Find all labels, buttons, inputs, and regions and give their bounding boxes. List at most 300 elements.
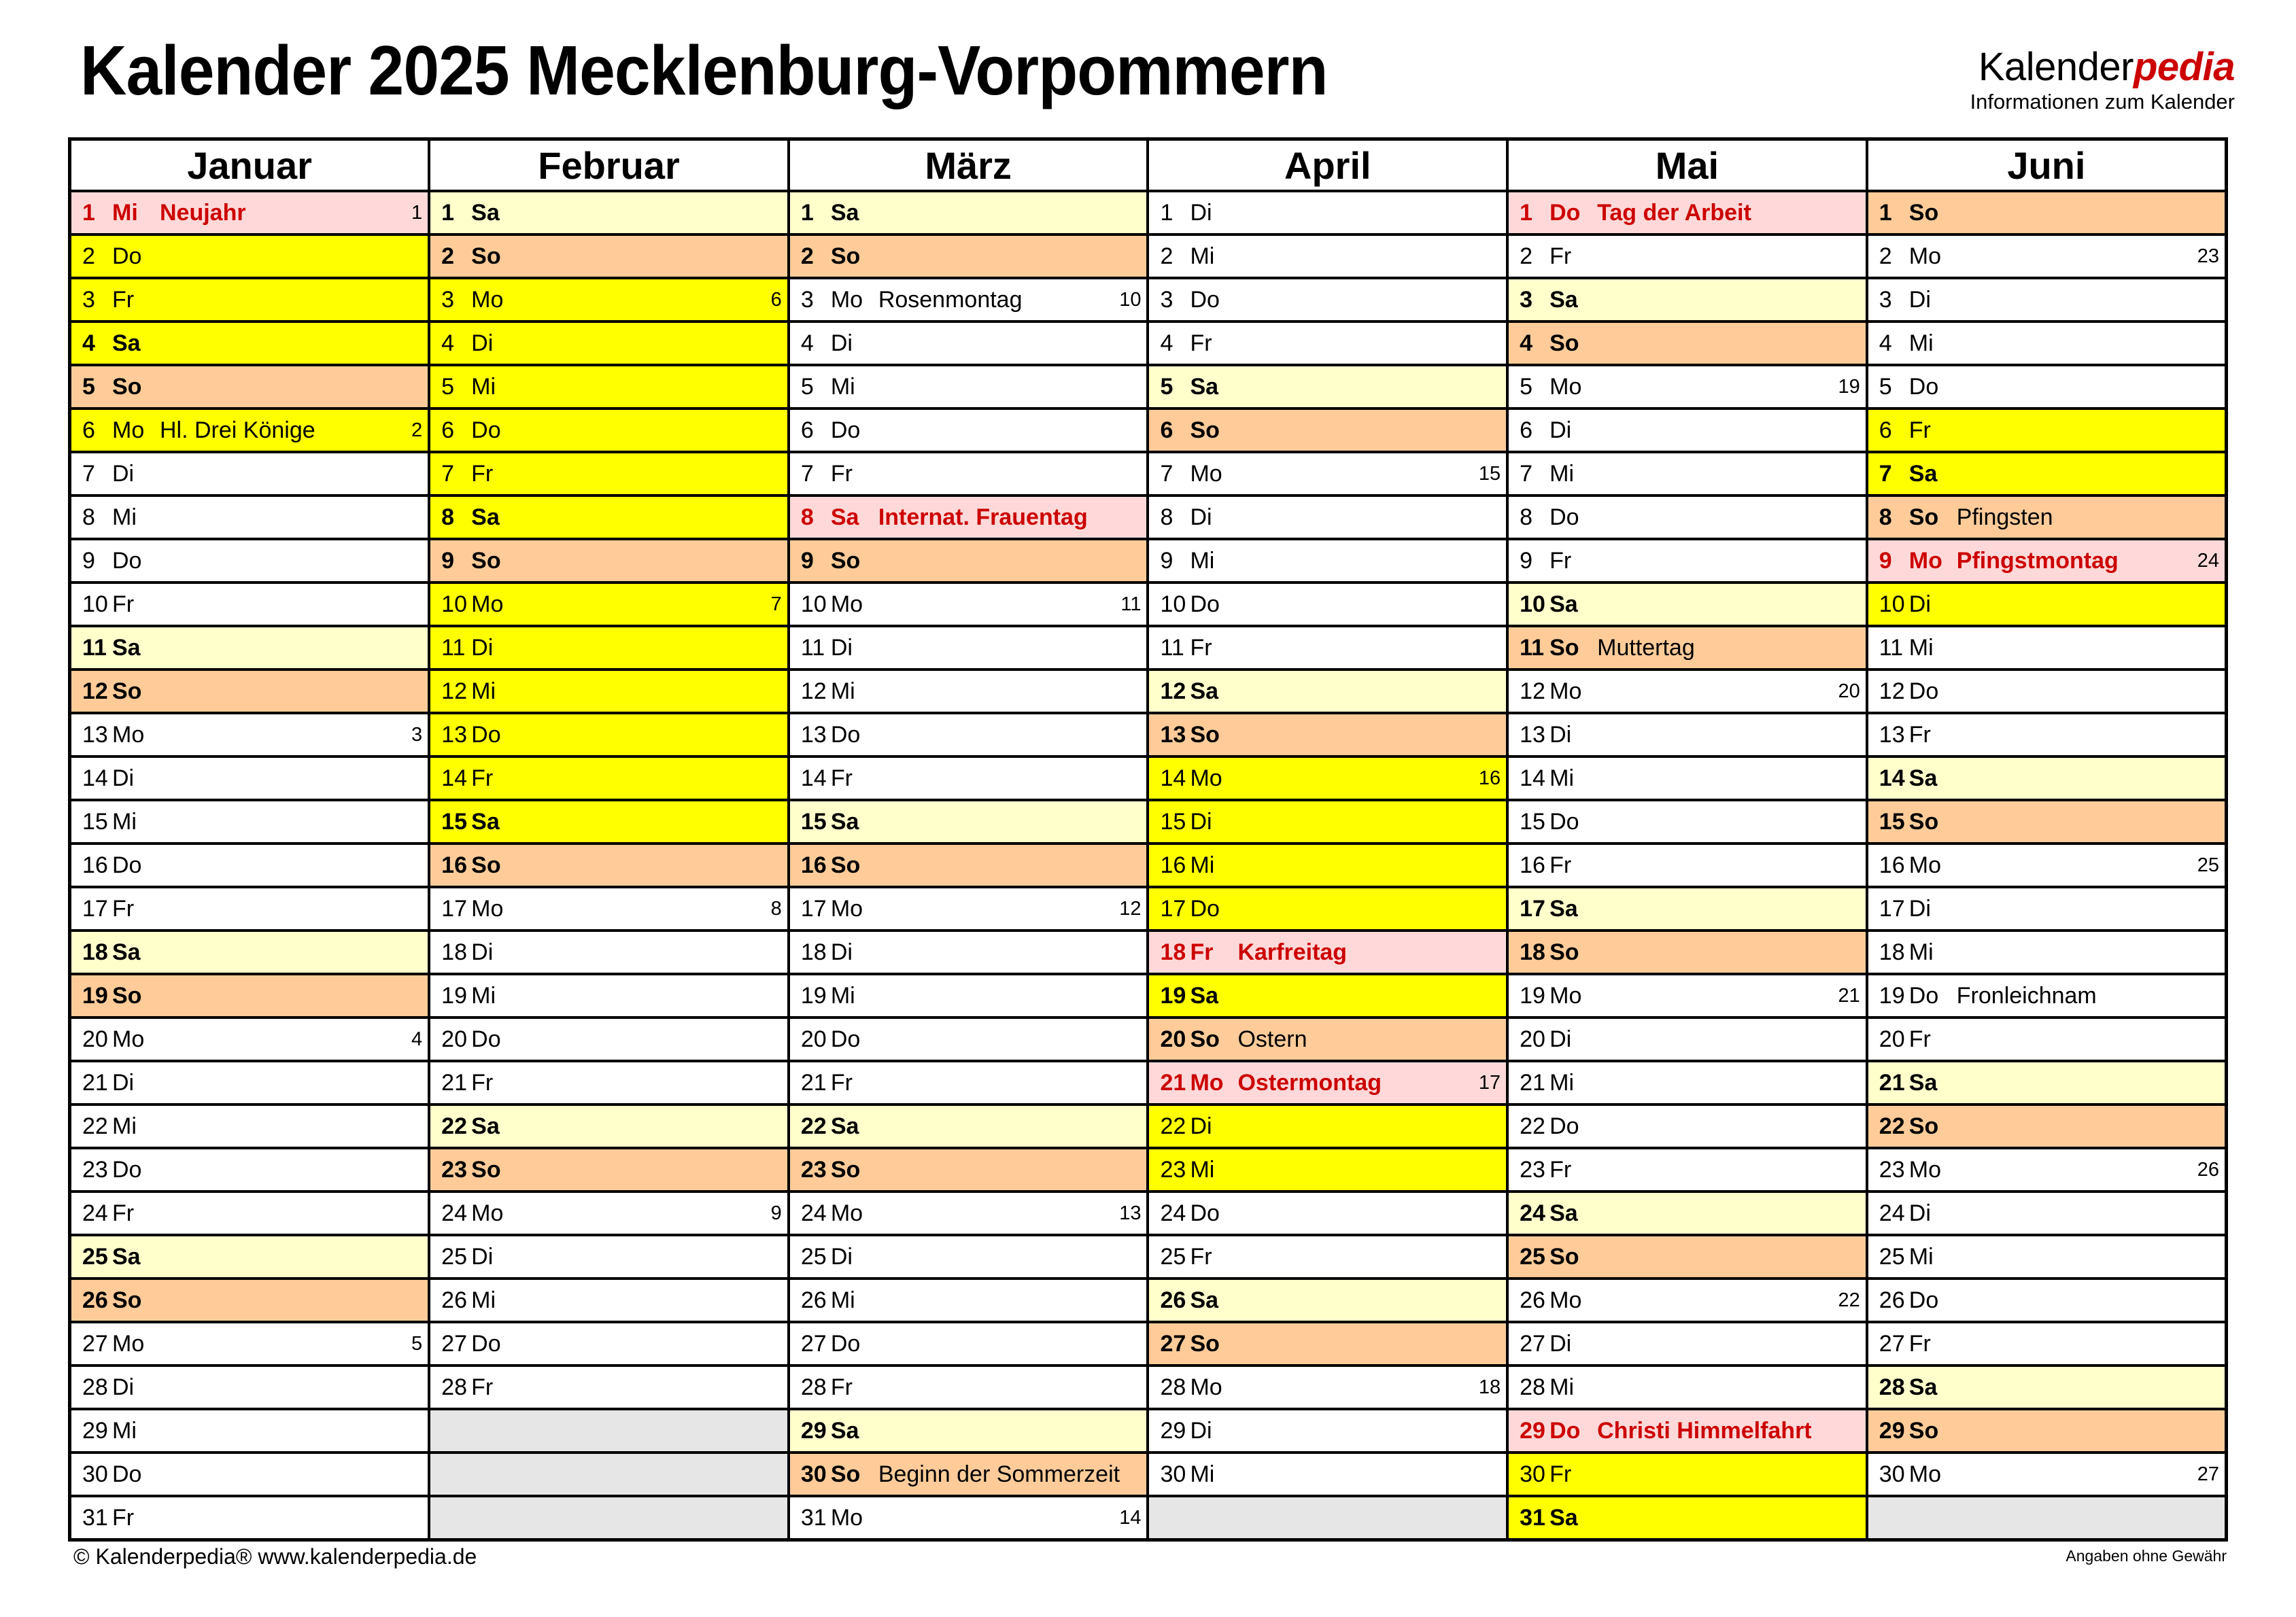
day-cell[interactable] bbox=[1148, 191, 1507, 234]
day-cell[interactable] bbox=[789, 191, 1148, 234]
day-cell[interactable] bbox=[429, 931, 789, 974]
day-cell[interactable] bbox=[789, 408, 1148, 452]
empty-day-cell bbox=[429, 1496, 789, 1540]
day-cell-content bbox=[1879, 758, 2219, 799]
day-cell[interactable] bbox=[1148, 234, 1507, 278]
day-cell[interactable] bbox=[1148, 1366, 1507, 1409]
day-cell[interactable] bbox=[1507, 1366, 1867, 1409]
day-cell[interactable] bbox=[1867, 583, 2227, 626]
day-cell[interactable] bbox=[429, 757, 789, 800]
weekday-abbrev: Mo bbox=[112, 1330, 145, 1357]
weekday-abbrev: Mo bbox=[1549, 678, 1582, 704]
day-cell-content bbox=[801, 584, 1142, 625]
day-cell-content bbox=[801, 801, 1142, 842]
weekday-abbrev: Di bbox=[1190, 1417, 1212, 1444]
day-cell[interactable] bbox=[70, 1453, 430, 1496]
day-cell[interactable] bbox=[1148, 670, 1507, 713]
weekday-abbrev: Mi bbox=[471, 1287, 496, 1313]
day-cell[interactable] bbox=[789, 234, 1148, 278]
day-number: 20 bbox=[441, 1026, 467, 1052]
day-cell[interactable] bbox=[1867, 234, 2227, 278]
day-cell[interactable] bbox=[1148, 321, 1507, 365]
day-cell[interactable] bbox=[1867, 800, 2227, 844]
day-cell-content bbox=[441, 497, 782, 538]
day-cell[interactable] bbox=[1507, 1105, 1867, 1148]
day-cell[interactable] bbox=[1867, 887, 2227, 931]
day-number: 24 bbox=[82, 1200, 108, 1226]
weekday-abbrev: Sa bbox=[1190, 1287, 1219, 1313]
weekday-abbrev: Mi bbox=[1908, 939, 1934, 965]
day-cell[interactable] bbox=[789, 365, 1148, 408]
day-cell[interactable] bbox=[70, 800, 430, 844]
day-cell[interactable] bbox=[429, 974, 789, 1018]
day-cell[interactable] bbox=[1867, 626, 2227, 670]
day-cell[interactable] bbox=[1867, 191, 2227, 234]
day-cell[interactable] bbox=[1148, 1192, 1507, 1235]
weekday-abbrev: Sa bbox=[112, 939, 141, 965]
weekday-abbrev: Fr bbox=[830, 460, 853, 487]
day-cell[interactable] bbox=[1867, 1105, 2227, 1148]
day-cell-content bbox=[1160, 714, 1501, 755]
day-cell[interactable] bbox=[1507, 713, 1867, 757]
day-cell[interactable] bbox=[1507, 1453, 1867, 1496]
day-cell-content bbox=[1520, 1019, 1860, 1060]
day-cell[interactable] bbox=[789, 583, 1148, 626]
day-cell[interactable] bbox=[70, 1496, 430, 1540]
day-cell[interactable] bbox=[1867, 1453, 2227, 1496]
day-cell[interactable] bbox=[789, 1235, 1148, 1279]
day-number: 4 bbox=[800, 330, 814, 356]
day-cell[interactable] bbox=[70, 670, 430, 713]
day-cell[interactable] bbox=[429, 452, 789, 495]
day-cell-content bbox=[1160, 1280, 1501, 1321]
day-number: 31 bbox=[800, 1504, 827, 1531]
weekday-abbrev: Di bbox=[471, 939, 494, 965]
day-number: 14 bbox=[1879, 765, 1905, 791]
day-cell-content bbox=[1160, 932, 1501, 973]
day-cell[interactable] bbox=[1507, 931, 1867, 974]
day-cell[interactable] bbox=[429, 365, 789, 408]
day-number: 31 bbox=[1520, 1504, 1545, 1531]
day-cell[interactable] bbox=[1507, 191, 1867, 234]
day-number: 24 bbox=[1160, 1200, 1186, 1226]
day-cell[interactable] bbox=[1507, 1018, 1867, 1061]
day-cell[interactable] bbox=[1148, 713, 1507, 757]
day-cell-content bbox=[801, 1106, 1142, 1147]
day-cell[interactable] bbox=[70, 1409, 430, 1453]
day-number: 21 bbox=[1160, 1069, 1186, 1096]
day-cell[interactable] bbox=[70, 452, 430, 495]
day-cell-content bbox=[1879, 1193, 2219, 1234]
day-cell[interactable] bbox=[429, 278, 789, 321]
day-cell[interactable] bbox=[789, 452, 1148, 495]
day-cell[interactable] bbox=[1148, 539, 1507, 583]
day-cell-content bbox=[1879, 410, 2219, 451]
day-cell[interactable] bbox=[1867, 278, 2227, 321]
day-cell[interactable] bbox=[1867, 408, 2227, 452]
day-cell[interactable] bbox=[70, 1105, 430, 1148]
day-cell-content bbox=[801, 932, 1142, 973]
weekday-abbrev: Di bbox=[471, 634, 494, 661]
day-cell[interactable] bbox=[1507, 974, 1867, 1018]
weekday-abbrev: Sa bbox=[1190, 982, 1219, 1009]
day-cell[interactable] bbox=[1867, 1279, 2227, 1322]
day-cell-content bbox=[441, 323, 782, 364]
day-cell[interactable] bbox=[789, 1366, 1148, 1409]
calendar-row bbox=[70, 1235, 2227, 1279]
day-cell[interactable] bbox=[789, 1018, 1148, 1061]
day-cell[interactable] bbox=[1148, 931, 1507, 974]
day-cell[interactable] bbox=[1507, 495, 1867, 539]
weekday-abbrev: Mo bbox=[830, 1504, 863, 1531]
day-cell-content bbox=[801, 192, 1142, 233]
day-cell[interactable] bbox=[1867, 844, 2227, 887]
day-cell-content bbox=[1879, 975, 2219, 1016]
weekday-abbrev: Di bbox=[1190, 808, 1212, 835]
day-number: 13 bbox=[82, 721, 108, 748]
day-cell-content bbox=[1520, 1106, 1860, 1147]
weekday-abbrev: Mi bbox=[1190, 852, 1215, 878]
day-cell[interactable] bbox=[789, 1061, 1148, 1105]
day-number: 14 bbox=[82, 765, 108, 791]
day-number: 7 bbox=[1879, 460, 1892, 487]
day-cell-content bbox=[441, 1367, 782, 1408]
day-cell[interactable] bbox=[1507, 278, 1867, 321]
day-cell[interactable] bbox=[789, 1105, 1148, 1148]
day-cell[interactable] bbox=[1507, 365, 1867, 408]
weekday-abbrev: Sa bbox=[830, 1113, 859, 1139]
day-cell-content bbox=[801, 714, 1142, 755]
day-cell[interactable] bbox=[70, 1018, 430, 1061]
week-number: 7 bbox=[770, 593, 782, 615]
day-cell[interactable] bbox=[70, 321, 430, 365]
day-cell-content bbox=[1879, 1280, 2219, 1321]
day-cell[interactable] bbox=[1148, 1235, 1507, 1279]
day-cell[interactable] bbox=[70, 1148, 430, 1192]
day-cell[interactable] bbox=[1867, 539, 2227, 583]
day-cell[interactable] bbox=[1867, 974, 2227, 1018]
day-cell[interactable] bbox=[70, 844, 430, 887]
day-number: 25 bbox=[441, 1243, 467, 1270]
weekday-abbrev: Mi bbox=[471, 373, 496, 400]
calendar-row bbox=[70, 408, 2227, 452]
day-cell[interactable] bbox=[1507, 1235, 1867, 1279]
day-cell[interactable] bbox=[70, 887, 430, 931]
day-cell[interactable] bbox=[429, 1105, 789, 1148]
day-cell-content bbox=[441, 1062, 782, 1103]
day-cell[interactable] bbox=[1507, 452, 1867, 495]
day-cell[interactable] bbox=[1867, 1322, 2227, 1366]
day-cell[interactable] bbox=[429, 583, 789, 626]
day-cell[interactable] bbox=[1148, 1322, 1507, 1366]
weekday-abbrev: Sa bbox=[1190, 373, 1219, 400]
day-number: 29 bbox=[1879, 1417, 1905, 1444]
kalenderpedia-logo[interactable] bbox=[1970, 45, 2235, 114]
day-cell[interactable] bbox=[429, 321, 789, 365]
day-number: 26 bbox=[1520, 1287, 1545, 1313]
day-cell[interactable] bbox=[1148, 495, 1507, 539]
day-cell[interactable] bbox=[1867, 365, 2227, 408]
day-number: 24 bbox=[1879, 1200, 1905, 1226]
day-number: 16 bbox=[1520, 852, 1545, 878]
day-cell[interactable] bbox=[1867, 321, 2227, 365]
calendar-row bbox=[70, 495, 2227, 539]
day-cell[interactable] bbox=[70, 1322, 430, 1366]
day-cell[interactable] bbox=[1507, 408, 1867, 452]
day-cell[interactable] bbox=[1148, 800, 1507, 844]
day-cell[interactable] bbox=[1507, 1148, 1867, 1192]
day-cell[interactable] bbox=[1507, 583, 1867, 626]
day-number: 26 bbox=[441, 1287, 467, 1313]
day-number: 8 bbox=[82, 504, 95, 530]
weekday-abbrev: Mo bbox=[1908, 1461, 1942, 1487]
day-cell-content bbox=[1879, 671, 2219, 712]
day-cell-content bbox=[1520, 801, 1860, 842]
day-cell[interactable] bbox=[1507, 1192, 1867, 1235]
day-cell[interactable] bbox=[429, 539, 789, 583]
day-cell[interactable] bbox=[429, 1279, 789, 1322]
day-cell[interactable] bbox=[1867, 1366, 2227, 1409]
day-cell[interactable] bbox=[70, 757, 430, 800]
day-cell[interactable] bbox=[789, 539, 1148, 583]
weekday-abbrev: Mo bbox=[1549, 373, 1582, 400]
weekday-abbrev: Mo bbox=[1190, 460, 1222, 487]
calendar-grid bbox=[68, 137, 2228, 1542]
day-cell[interactable] bbox=[429, 1322, 789, 1366]
day-cell[interactable] bbox=[429, 191, 789, 234]
day-cell[interactable] bbox=[1507, 887, 1867, 931]
day-cell[interactable] bbox=[70, 1061, 430, 1105]
day-cell[interactable] bbox=[70, 1279, 430, 1322]
day-cell[interactable] bbox=[789, 974, 1148, 1018]
day-number: 17 bbox=[441, 895, 467, 922]
day-number: 15 bbox=[82, 808, 108, 835]
day-number: 15 bbox=[1879, 808, 1905, 835]
day-cell[interactable] bbox=[789, 670, 1148, 713]
day-number: 27 bbox=[82, 1330, 108, 1357]
day-cell[interactable] bbox=[70, 495, 430, 539]
day-cell[interactable] bbox=[1507, 234, 1867, 278]
day-cell[interactable] bbox=[789, 1148, 1148, 1192]
day-cell[interactable] bbox=[1867, 670, 2227, 713]
calendar-row bbox=[70, 1192, 2227, 1235]
day-cell[interactable] bbox=[1148, 974, 1507, 1018]
day-cell[interactable] bbox=[789, 626, 1148, 670]
weekday-abbrev: Mi bbox=[1190, 243, 1215, 269]
day-cell[interactable] bbox=[429, 670, 789, 713]
day-cell-content bbox=[441, 366, 782, 407]
day-cell[interactable] bbox=[429, 1061, 789, 1105]
day-cell-content bbox=[82, 758, 422, 799]
day-cell[interactable] bbox=[789, 1192, 1148, 1235]
day-cell[interactable] bbox=[1148, 1148, 1507, 1192]
day-cell[interactable] bbox=[1867, 713, 2227, 757]
day-cell[interactable] bbox=[1148, 1105, 1507, 1148]
day-cell[interactable] bbox=[789, 713, 1148, 757]
day-cell[interactable] bbox=[429, 1192, 789, 1235]
day-cell[interactable] bbox=[789, 1322, 1148, 1366]
weekday-abbrev: So bbox=[471, 243, 501, 269]
weekday-abbrev: Fr bbox=[1549, 1156, 1572, 1183]
day-cell[interactable] bbox=[1507, 1061, 1867, 1105]
day-cell[interactable] bbox=[70, 583, 430, 626]
day-cell[interactable] bbox=[1867, 931, 2227, 974]
day-cell[interactable] bbox=[1148, 278, 1507, 321]
day-cell[interactable] bbox=[1148, 757, 1507, 800]
day-cell[interactable] bbox=[429, 800, 789, 844]
day-cell[interactable] bbox=[789, 844, 1148, 887]
day-cell[interactable] bbox=[429, 713, 789, 757]
day-cell-content bbox=[1160, 1454, 1501, 1495]
day-number: 22 bbox=[441, 1113, 467, 1139]
day-cell[interactable] bbox=[429, 495, 789, 539]
day-cell[interactable] bbox=[789, 1453, 1148, 1496]
day-cell[interactable] bbox=[1507, 626, 1867, 670]
day-cell[interactable] bbox=[1507, 670, 1867, 713]
weekday-abbrev: Do bbox=[471, 1330, 501, 1357]
day-cell[interactable] bbox=[789, 495, 1148, 539]
weekday-abbrev: Sa bbox=[1908, 460, 1938, 487]
day-number: 23 bbox=[1520, 1156, 1545, 1183]
day-cell[interactable] bbox=[1507, 1279, 1867, 1322]
day-cell[interactable] bbox=[70, 1235, 430, 1279]
day-cell[interactable] bbox=[1148, 1061, 1507, 1105]
day-cell[interactable] bbox=[1148, 887, 1507, 931]
day-cell-content bbox=[1160, 1106, 1501, 1147]
day-cell[interactable] bbox=[70, 931, 430, 974]
day-cell[interactable] bbox=[70, 1366, 430, 1409]
day-number: 30 bbox=[1520, 1461, 1545, 1487]
day-cell[interactable] bbox=[1867, 1148, 2227, 1192]
day-number: 12 bbox=[82, 678, 108, 704]
weekday-abbrev: Fr bbox=[1549, 852, 1572, 878]
day-cell[interactable] bbox=[1507, 844, 1867, 887]
day-cell-content bbox=[1879, 192, 2219, 233]
day-cell[interactable] bbox=[1507, 800, 1867, 844]
day-cell-content bbox=[1160, 279, 1501, 320]
day-cell[interactable] bbox=[1867, 1409, 2227, 1453]
day-cell[interactable] bbox=[429, 234, 789, 278]
day-cell[interactable] bbox=[1867, 1192, 2227, 1235]
day-cell[interactable] bbox=[1507, 1409, 1867, 1453]
day-cell[interactable] bbox=[1507, 321, 1867, 365]
weekday-abbrev: Mi bbox=[112, 1417, 137, 1444]
day-cell[interactable] bbox=[429, 626, 789, 670]
weekday-abbrev: Sa bbox=[1908, 1374, 1938, 1400]
day-cell[interactable] bbox=[70, 234, 430, 278]
day-cell[interactable] bbox=[789, 278, 1148, 321]
day-cell[interactable] bbox=[1148, 1409, 1507, 1453]
day-cell[interactable] bbox=[789, 1409, 1148, 1453]
day-cell[interactable] bbox=[70, 191, 430, 234]
weekday-abbrev: Di bbox=[112, 1374, 135, 1400]
day-cell[interactable] bbox=[1148, 844, 1507, 887]
weekday-abbrev: Mi bbox=[1549, 765, 1575, 791]
day-cell[interactable] bbox=[429, 844, 789, 887]
day-cell-content bbox=[1520, 366, 1860, 407]
day-cell[interactable] bbox=[1148, 365, 1507, 408]
month-header-mai: Mai bbox=[1507, 139, 1867, 192]
day-cell[interactable] bbox=[1507, 1496, 1867, 1540]
day-cell[interactable] bbox=[70, 626, 430, 670]
day-cell-content bbox=[441, 888, 782, 929]
day-cell[interactable] bbox=[1148, 452, 1507, 495]
week-number: 4 bbox=[411, 1028, 423, 1050]
day-cell[interactable] bbox=[789, 1496, 1148, 1540]
weekday-abbrev: Mi bbox=[830, 678, 855, 704]
day-cell-content bbox=[82, 453, 422, 494]
day-cell[interactable] bbox=[1867, 495, 2227, 539]
day-cell[interactable] bbox=[70, 1192, 430, 1235]
day-number: 8 bbox=[800, 504, 814, 530]
day-number: 19 bbox=[82, 982, 108, 1009]
day-cell[interactable] bbox=[789, 757, 1148, 800]
week-number: 3 bbox=[411, 723, 423, 746]
day-cell[interactable] bbox=[429, 1366, 789, 1409]
day-cell[interactable] bbox=[70, 408, 430, 452]
day-cell[interactable] bbox=[1507, 1322, 1867, 1366]
day-cell[interactable] bbox=[1507, 757, 1867, 800]
day-note: Ostern bbox=[1237, 1026, 1307, 1052]
day-cell[interactable] bbox=[789, 931, 1148, 974]
day-cell[interactable] bbox=[1148, 626, 1507, 670]
day-number: 9 bbox=[441, 547, 455, 574]
day-cell[interactable] bbox=[1148, 583, 1507, 626]
day-cell[interactable] bbox=[70, 278, 430, 321]
day-cell[interactable] bbox=[429, 1148, 789, 1192]
day-cell[interactable] bbox=[429, 1235, 789, 1279]
day-cell-content bbox=[801, 236, 1142, 277]
day-cell[interactable] bbox=[1867, 452, 2227, 495]
day-number: 22 bbox=[1520, 1113, 1545, 1139]
day-number: 14 bbox=[441, 765, 467, 791]
day-cell-content bbox=[801, 1193, 1142, 1234]
day-number: 7 bbox=[82, 460, 95, 487]
day-cell-content bbox=[441, 801, 782, 842]
weekday-abbrev: Di bbox=[1190, 504, 1212, 530]
day-cell[interactable] bbox=[1867, 757, 2227, 800]
day-number: 12 bbox=[1879, 678, 1905, 704]
day-cell[interactable] bbox=[429, 887, 789, 931]
day-cell[interactable] bbox=[1867, 1061, 2227, 1105]
day-number: 2 bbox=[1520, 243, 1533, 269]
day-cell[interactable] bbox=[1148, 1018, 1507, 1061]
day-cell[interactable] bbox=[789, 800, 1148, 844]
day-cell[interactable] bbox=[429, 1018, 789, 1061]
day-note: Tag der Arbeit bbox=[1597, 199, 1751, 226]
day-number: 2 bbox=[1160, 243, 1173, 269]
month-header-maerz: März bbox=[789, 139, 1148, 192]
week-number: 16 bbox=[1478, 767, 1501, 789]
day-cell[interactable] bbox=[789, 1279, 1148, 1322]
day-cell[interactable] bbox=[70, 713, 430, 757]
day-cell[interactable] bbox=[1507, 539, 1867, 583]
day-cell[interactable] bbox=[789, 887, 1148, 931]
day-cell[interactable] bbox=[789, 321, 1148, 365]
week-number: 22 bbox=[1838, 1289, 1860, 1311]
day-cell[interactable] bbox=[1867, 1235, 2227, 1279]
day-cell[interactable] bbox=[429, 408, 789, 452]
day-cell[interactable] bbox=[1148, 1279, 1507, 1322]
day-note: Christi Himmelfahrt bbox=[1597, 1417, 1812, 1444]
day-cell[interactable] bbox=[70, 974, 430, 1018]
day-cell[interactable] bbox=[70, 539, 430, 583]
day-cell[interactable] bbox=[1148, 1453, 1507, 1496]
day-cell[interactable] bbox=[1867, 1018, 2227, 1061]
day-cell-content bbox=[1879, 1149, 2219, 1190]
day-cell[interactable] bbox=[70, 365, 430, 408]
day-cell[interactable] bbox=[1148, 408, 1507, 452]
